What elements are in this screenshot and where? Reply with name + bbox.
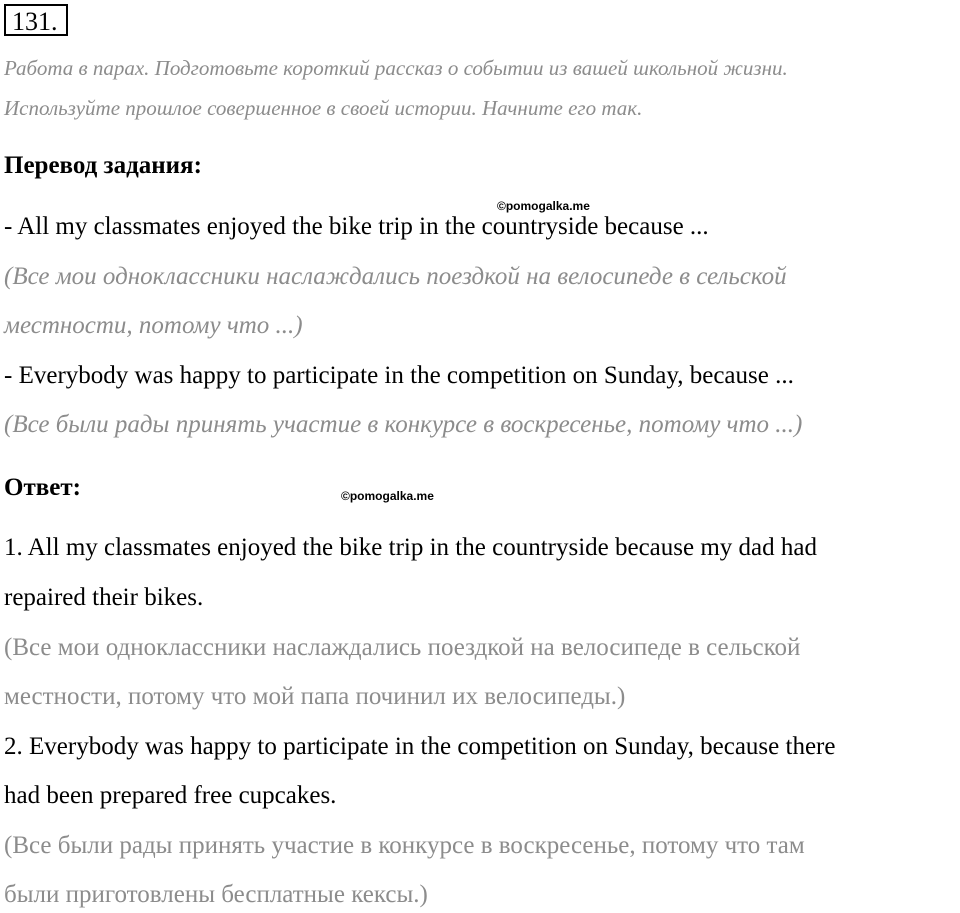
- answer-1-en-line-2: repaired their bikes.: [4, 584, 204, 611]
- prompt-1-en: - All my classmates enjoyed the bike trip in the countryside because ...: [4, 213, 709, 240]
- answer-heading: Ответ:: [4, 474, 81, 501]
- watermark-bottom: ©pomogalka.me: [341, 489, 434, 503]
- task-text-line-1: Работа в парах. Подготовьте короткий рассказ о событии из вашей школьной жизни.: [4, 56, 788, 80]
- answer-1-ru-line-1: (Все мои одноклассники наслаждались поездкой на велосипеде в сельской: [4, 634, 801, 661]
- prompt-2-en: - Everybody was happy to participate in the competition on Sunday, because ...: [4, 362, 794, 389]
- task-number-box: 131.: [4, 4, 68, 36]
- answer-2-ru-line-2: были приготовлены бесплатные кексы.): [4, 881, 428, 908]
- prompt-1-ru-line-2: местности, потому что ...): [4, 312, 303, 339]
- translation-heading: Перевод задания:: [4, 152, 202, 179]
- task-text-line-2: Используйте прошлое совершенное в своей истории. Начните его так.: [4, 96, 643, 120]
- watermark-top: ©pomogalka.me: [497, 199, 590, 213]
- prompt-2-ru-line-1: (Все были рады принять участие в конкурсе в воскресенье, потому что ...): [4, 411, 803, 438]
- answer-1-ru-line-2: местности, потому что мой папа починил их велосипеды.): [4, 683, 626, 710]
- answer-1-en-line-1: 1. All my classmates enjoyed the bike trip in the countryside because my dad had: [4, 534, 817, 561]
- answer-2-en-line-1: 2. Everybody was happy to participate in the competition on Sunday, because there: [4, 733, 836, 760]
- answer-2-en-line-2: had been prepared free cupcakes.: [4, 782, 337, 809]
- answer-2-ru-line-1: (Все были рады принять участие в конкурсе в воскресенье, потому что там: [4, 832, 805, 859]
- prompt-1-ru-line-1: (Все мои одноклассники наслаждались поездкой на велосипеде в сельской: [4, 263, 787, 290]
